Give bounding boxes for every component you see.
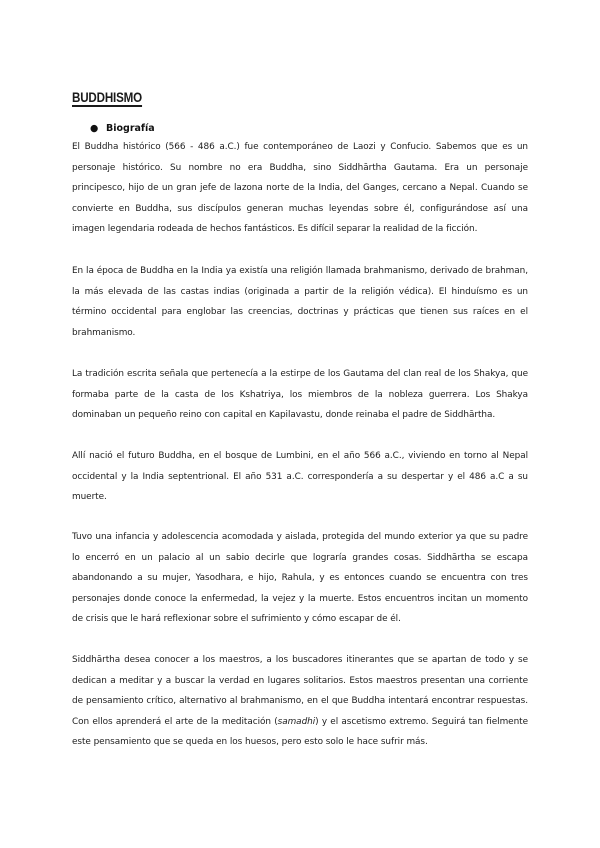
bullet-dot-icon: ● [90, 123, 99, 134]
paragraph-6-text-a: Siddhārtha desea conocer a los maestros, a los buscadores itinerantes que se apartan de todo y se dedican a meditar y a buscar la verdad en lugares solitarios. Estos maestros presentan una corriente de pensamiento crítico, alternativo al brahmanismo, en el que Buddha intentará encontrar respuestas. Con ellos aprenderá el arte de la meditación ( [72, 655, 528, 727]
paragraph-6-text-b: ) y el ascetismo extremo. Seguirá tan fielmente este pensamiento que se queda en los huesos, pero esto solo le hace sufrir más. [72, 716, 528, 747]
page-title: BUDDHISMO [72, 90, 143, 105]
paragraph-3: La tradición escrita señala que pertenecía a la estirpe de los Gautama del clan real de los Shakya, que formaba parte de la casta de los Kshatriya, los miembros de la nobleza guerrera. Los Shakya dominaban un pequeño reino con capital en Kapilavastu, donde reinaba el padre de Siddhārtha. [72, 369, 528, 420]
paragraph-2: En la época de Buddha en la India ya existía una religión llamada brahmanismo, derivado de brahman, la más elevada de las castas indias (originada a partir de la religión védica). El hinduísmo es un término occidental para englobar las creencias, doctrinas y prácticas que tienen sus raíces en el brahmanismo. [72, 266, 528, 338]
paragraph-1: El Buddha histórico (566 - 486 a.C.) fue contemporáneo de Laozi y Confucio. Sabemos que es un personaje histórico. Su nombre no era Buddha, sino Siddhārtha Gautama. Era un personaje principesco, hijo de un gran jefe de lazona norte de la India, del Ganges, cercano a Nepal. Cuando se convierte en Buddha, sus discípulos generan muchas leyendas sobre él, configurándose así una imagen legendaria rodeada de hechos fantásticos. Es difícil separar la realidad de la ficción. [72, 142, 528, 234]
paragraph-6-italic-term: samadhi [277, 716, 316, 727]
paragraph-6 [72, 650, 528, 753]
section-heading: Biografía [106, 123, 155, 134]
paragraph-4: Allí nació el futuro Buddha, en el bosque de Lumbini, en el año 566 a.C., viviendo en torno al Nepal occidental y la India septentrional. El año 531 a.C. correspondería a su despertar y el 486 a.C a su muerte. [72, 451, 528, 502]
paragraph-5: Tuvo una infancia y adolescencia acomodada y aislada, protegida del mundo exterior ya que su padre lo encerró en un palacio al un sabio decirle que lograría grandes cosas. Siddhārtha se escapa abandonando a su mujer, Yasodhara, e hijo, Rahula, y es entonces cuando se encuentra con tres personajes donde conoce la enfermedad, la vejez y la muerte. Estos encuentros incitan un momento de crisis que le hará reflexionar sobre el sufrimiento y cómo escapar de él. [72, 532, 528, 624]
section-bullet [90, 123, 155, 134]
